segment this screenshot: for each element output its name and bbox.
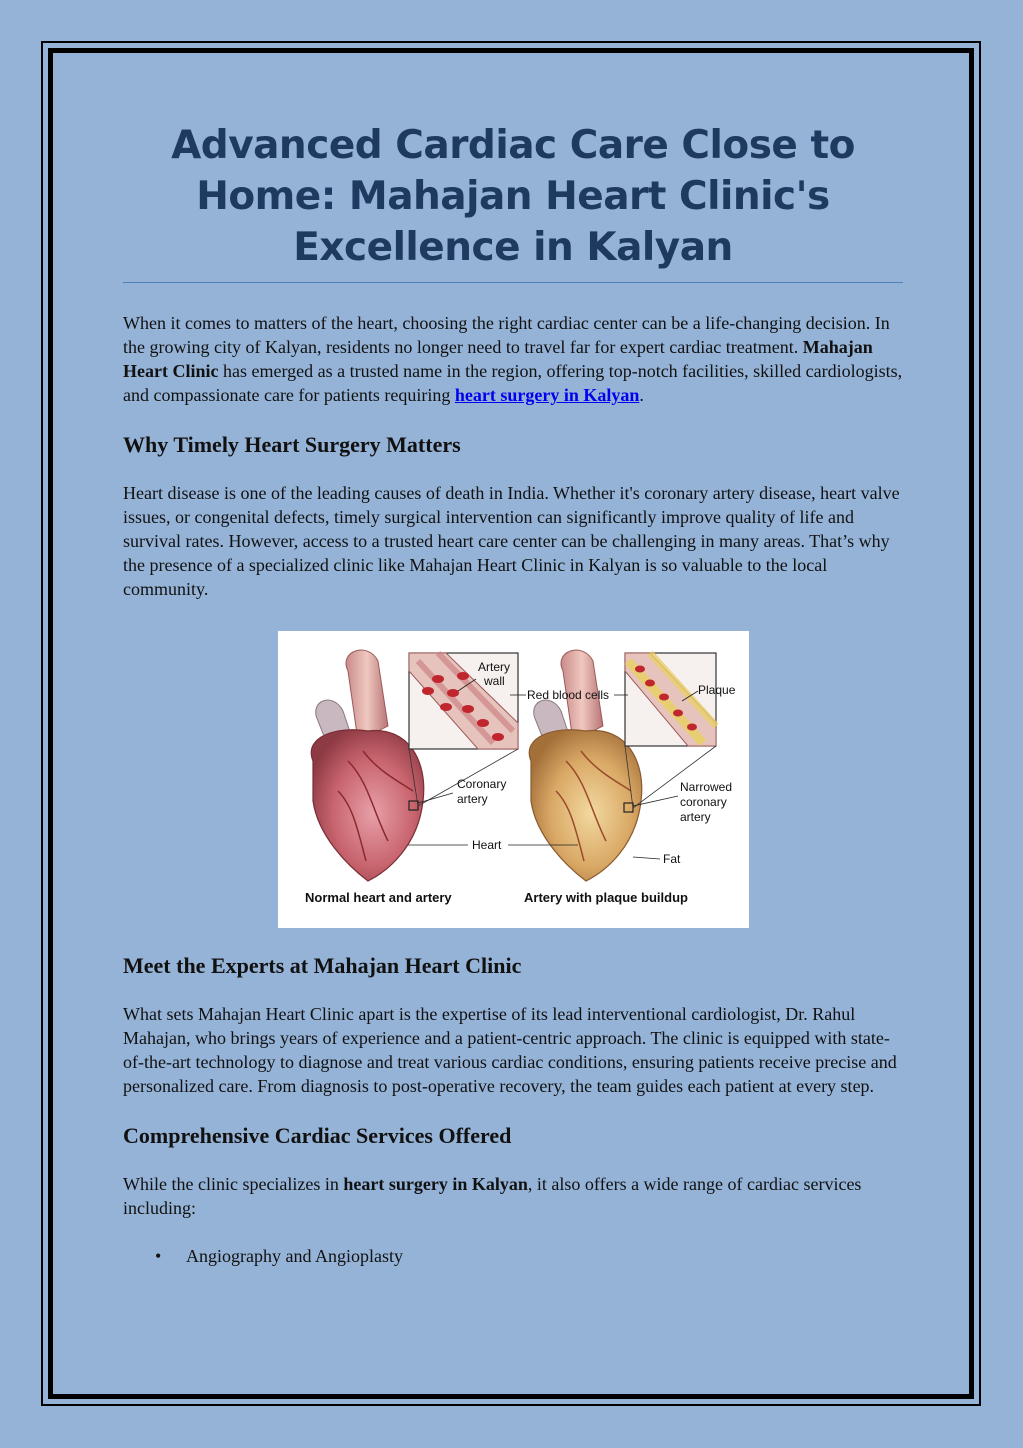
label-coronary-artery-line1: Coronary: [456, 777, 506, 791]
document-content: [123, 120, 903, 1268]
section-heading-services: Comprehensive Cardiac Services Offered: [123, 1123, 512, 1148]
section-body-services: [123, 1172, 903, 1220]
section-body-why: Heart disease is one of the leading causes of death in India. Whether it's coronary artery disease, heart valve issues, or congenital defects, timely surgical intervention can significantly improve quality of life and survival rates. However, access to a trusted heart care center can be challenging in many areas. That’s why the presence of a specialized clinic like Mahajan Heart Clinic in Kalyan is so valuable to the local community.: [123, 483, 900, 599]
label-artery-wall-line1: Artery: [477, 660, 510, 674]
heart-artery-illustration: [278, 631, 749, 928]
services-list: [123, 1244, 903, 1268]
services-bold-text: heart surgery in Kalyan: [343, 1174, 528, 1194]
label-narrowed-line1: Narrowed: [679, 780, 732, 794]
heart-diagram-svg: [278, 631, 749, 928]
label-artery-wall-line2: wall: [483, 674, 505, 688]
section-heading-why: Why Timely Heart Surgery Matters: [123, 432, 461, 457]
intro-paragraph: [123, 311, 903, 407]
intro-text-2: has emerged as a trusted name in the region, offering top-notch facilities, skilled cardiologists, and compassionate care for patients requiring: [123, 361, 903, 405]
services-text-2: , it also offers a wide range of cardiac services including:: [123, 1174, 862, 1218]
list-item-label: Angiography and Angioplasty: [186, 1246, 403, 1266]
label-heart: Heart: [471, 838, 501, 852]
list-item: [123, 1244, 903, 1268]
clinic-name-bold: Mahajan Heart Clinic: [123, 337, 873, 381]
caption-plaque-buildup: Artery with plaque buildup: [523, 890, 688, 905]
section-heading-meet: Meet the Experts at Mahajan Heart Clinic: [123, 953, 522, 978]
label-narrowed-line2: coronary: [679, 795, 727, 809]
caption-normal-heart: Normal heart and artery: [304, 890, 452, 905]
label-fat: Fat: [662, 852, 680, 866]
label-coronary-artery-line2: artery: [456, 792, 488, 806]
normal-heart-drawing: [311, 650, 423, 881]
intro-text-1: When it comes to matters of the heart, choosing the right cardiac center can be a life-changing decision. In the growing city of Kalyan, residents no longer need to travel far for expert cardiac treatment.: [123, 313, 890, 357]
bullet-icon: •: [155, 1246, 162, 1266]
label-plaque: Plaque: [697, 683, 735, 697]
page-title: Advanced Cardiac Care Close to Home: Mahajan Heart Clinic's Excellence in Kalyan: [123, 120, 903, 283]
label-narrowed-line3: artery: [679, 810, 711, 824]
section-body-meet: What sets Mahajan Heart Clinic apart is the expertise of its lead interventional cardiologist, Dr. Rahul Mahajan, who brings years of experience and a patient-centric approach. The clinic is equipped with state-of-the-art technology to diagnose and treat various cardiac conditions, ensuring patients receive precise and personalized care. From diagnosis to post-operative recovery, the team guides each patient at every step.: [123, 1004, 897, 1096]
label-red-blood-cells: Red blood cells: [526, 688, 609, 702]
heart-surgery-link[interactable]: heart surgery in Kalyan: [454, 385, 640, 405]
intro-text-3: .: [639, 385, 644, 405]
services-text-1: While the clinic specializes in: [123, 1174, 344, 1194]
